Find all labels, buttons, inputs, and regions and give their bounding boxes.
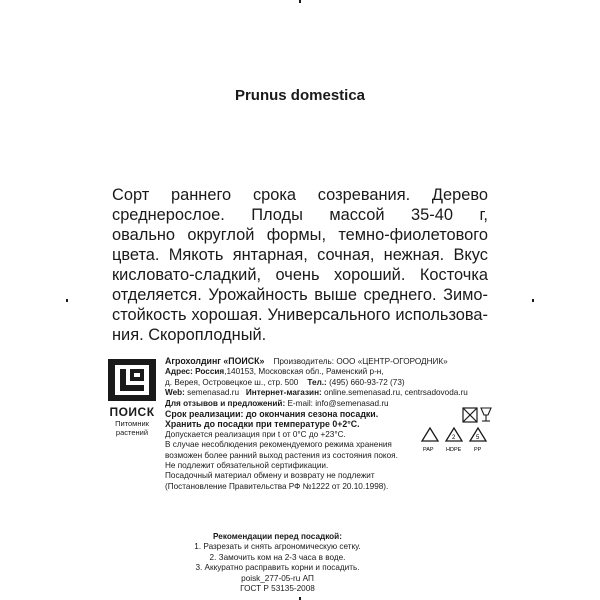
recs-title: Рекомендации перед посадкой: — [213, 532, 342, 541]
sale-temp: Допускается реализация при t от 0°С до +23°С. — [165, 429, 346, 439]
web-label: Web: — [165, 388, 185, 398]
feedback-label: Для отзывов и предложений: — [165, 398, 286, 408]
address-line-2: д. Верея, Островецкое ш., стр. 500 — [165, 377, 299, 387]
description-line: среднерослое. Плоды массой 35-40 г, — [112, 206, 488, 224]
recs-step: 3. Аккуратно расправить корни и посадить. — [195, 563, 360, 573]
tel-value: (495) 660-93-72 (73) — [329, 377, 405, 387]
brand-name: ПОИСК — [109, 405, 155, 419]
poisk-logo-icon — [102, 357, 162, 403]
storage-note-2: возможен более ранний выход растения из состояния покоя. — [165, 450, 398, 460]
web-value[interactable]: semenasad.ru — [187, 388, 240, 398]
storage-temp: Хранить до посадки при температуре 0+2°С. — [165, 419, 360, 430]
brand-subtitle-1: Питомник — [115, 419, 149, 428]
planting-recommendations — [165, 532, 390, 594]
certification-note: Не подлежит обязательной сертификации. — [165, 461, 329, 471]
producer-name: Производитель: ООО «ЦЕНТР-ОГОРОДНИК» — [273, 357, 448, 366]
product-code: poisk_277-05-ru АП — [241, 573, 314, 583]
shop-value[interactable]: online.semenasad.ru, centrsadovoda.ru — [324, 388, 468, 398]
hdpe-label: HDPE — [446, 447, 462, 453]
recycle-pp-icon — [470, 428, 486, 453]
crop-mark-right — [532, 299, 534, 302]
shelf-life: Срок реализации: до окончания сезона посадки. — [165, 409, 379, 420]
description-line: ния. Скороплодный. — [112, 326, 267, 344]
address-country: Россия — [195, 367, 225, 377]
page-title: Prunus domestica — [234, 87, 366, 104]
pp-label: PP — [474, 447, 482, 453]
description-line: овально округлой формы, темно-фиолетового — [112, 226, 488, 244]
recycle-hdpe-icon — [446, 428, 462, 453]
shop-label: Интернет-магазин: — [245, 388, 322, 398]
description-line: кисловато-сладкий, очень хороший. Косточка — [112, 266, 488, 284]
feedback-value[interactable]: E-mail: info@semenasad.ru — [287, 398, 389, 408]
address-label: Адрес: — [165, 367, 193, 377]
glass-fork-icon — [481, 408, 491, 421]
storage-note-1: В случае несоблюдения рекомендуемого режима хранения — [165, 440, 392, 450]
company-logo — [102, 357, 164, 437]
variety-description — [112, 185, 488, 345]
recs-step: 2. Замочить ком на 2-3 часа в воде. — [209, 552, 346, 562]
recs-step: 1. Разрезать и снять агрономическую сетку. — [194, 542, 361, 552]
description-line: Сорт раннего срока созревания. Дерево — [112, 186, 488, 204]
description-line: цвета. Мякоть янтарная, сочная, нежная. Вкус — [112, 246, 488, 264]
brand-subtitle-2: растений — [115, 428, 149, 437]
pap-label: PAP — [423, 447, 434, 453]
regulation-note: (Постановление Правительства РФ №1222 от 20.10.1998). — [165, 481, 389, 491]
pp-number: 5 — [476, 435, 480, 441]
hdpe-number: 2 — [452, 435, 456, 441]
gost-standard: ГОСТ Р 53135-2008 — [240, 584, 315, 594]
bin-icon — [463, 408, 477, 422]
description-line: стойкость хорошая. Универсального использова- — [112, 306, 488, 324]
crop-mark-top — [299, 0, 301, 3]
recycling-marks — [418, 405, 498, 455]
recycle-pap-icon — [422, 428, 438, 453]
description-line: отделяется. Урожайность выше среднего. Зимо- — [112, 286, 488, 304]
company-name: Агрохолдинг «ПОИСК» — [165, 356, 265, 366]
crop-mark-left — [66, 299, 68, 302]
address-line: ,140153, Московская обл., Раменский р-н, — [224, 367, 384, 377]
return-note: Посадочный материал обмену и возврату не подлежит — [165, 471, 375, 481]
tel-label: Тел.: — [307, 377, 327, 387]
